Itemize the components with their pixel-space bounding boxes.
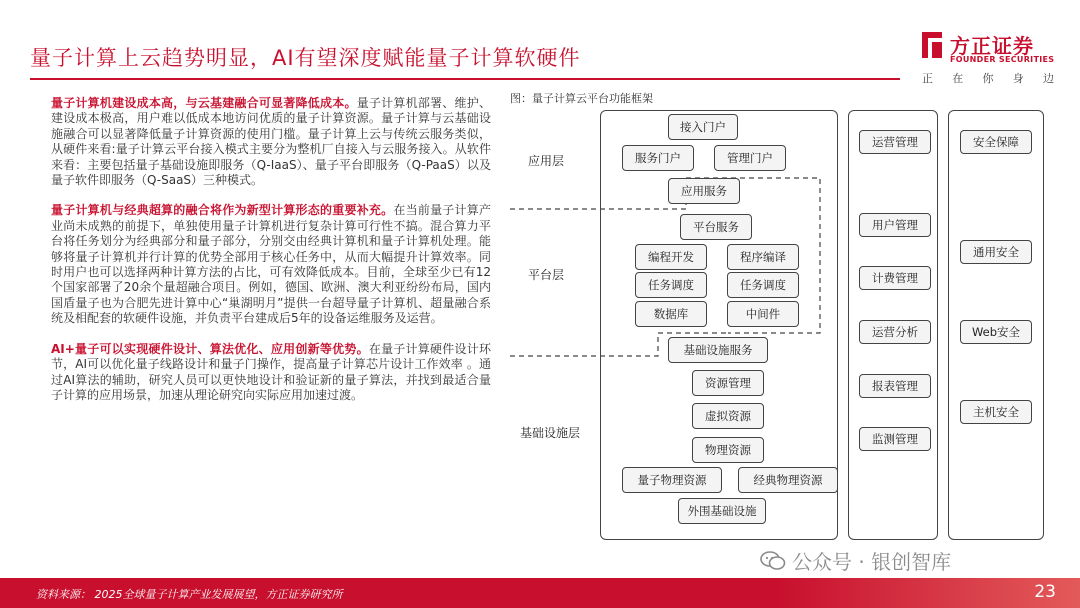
slogan-char: 在 xyxy=(952,72,964,85)
box-platform-service: 平台服务 xyxy=(680,214,752,240)
logo-text-cn: 方正证券 xyxy=(950,34,1034,58)
box-service-portal: 服务门户 xyxy=(622,145,694,171)
paragraph-body: 在量子计算硬件设计环节，AI可以优化量子线路设计和量子门操作，提高量子计算芯片设计工作效率 。通过AI算法的辅助，研究人员可以更快地设计和验证新的量子算法，并找到最适合量子计算的应用场景，加速从理论研究向实际应用加速过渡。 xyxy=(51,341,491,402)
box-resource-mgmt: 资源管理 xyxy=(692,370,764,396)
page-title: 量子计算上云趋势明显，AI有望深度赋能量子计算软硬件 xyxy=(30,46,581,70)
box-quantum-physical: 量子物理资源 xyxy=(622,467,722,493)
figure-caption: 图：量子计算云平台功能框架 xyxy=(510,92,653,105)
box-access-portal: 接入门户 xyxy=(668,114,738,140)
slogan-char: 边 xyxy=(1043,72,1054,85)
box-task-schedule: 任务调度 xyxy=(727,272,799,298)
box-virtual-resource: 虚拟资源 xyxy=(692,403,764,429)
paragraph-body: 在当前量子计算产业尚未成熟的前提下，单独使用量子计算机进行复杂计算可行性不搞。混合算力平台将任务划分为经典部分和量子部分，分别交由经典计算机和量子计算机处理。能够将量子计算机并行计算的优势全部用于核心任务中，从而大幅提升计算效率。同时用户也可以选择两种计算方法的占比，可有效降低成本。目前，全球至少已有12个国家部署了20余个量超融合项目。例如，德国、欧洲、澳大利亚纷纷布局，国内国盾量子也为合肥先进计算中心“巢湖明月”提供一台超导量子计算机、超量融合系统及相配套的软硬件设施，并负责平台建成后5年的设备运维服务及运营。 xyxy=(51,203,491,326)
box-database: 数据库 xyxy=(635,301,707,327)
box-report-management: 报表管理 xyxy=(859,374,931,398)
body-text xyxy=(51,96,491,418)
cloud-platform-diagram xyxy=(508,108,1048,544)
paragraph xyxy=(51,203,491,326)
title-divider xyxy=(30,78,900,80)
founder-logo-icon xyxy=(918,30,946,60)
layer-label-platform: 平台层 xyxy=(528,268,565,282)
box-peripheral: 外围基础设施 xyxy=(678,498,766,524)
box-classic-physical: 经典物理资源 xyxy=(738,467,838,493)
paragraph-body: 量子计算机部署、维护、建设成本极高，用户难以低成本地访问优质的量子计算资源。量子计算与云基础设施融合可以显著降低量子计算资源的使用门槛。量子计算上云与传统云服务类似，从硬件来看:量子计算云平台接入模式主要分为整机厂自接入与云服务接入。从软件来看：主要包括量子基础设施即服务（Q-IaaS）、量子平台即服务（Q-PaaS）以及量子软件即服务（Q-SaaS）三种模式。 xyxy=(51,96,491,188)
slogan-char: 正 xyxy=(922,72,933,85)
watermark-text: 公众号 · 银创智库 xyxy=(792,550,952,574)
box-infra-service: 基础设施服务 xyxy=(668,337,768,363)
slogan-char: 你 xyxy=(982,72,994,85)
box-monitor-management: 监测管理 xyxy=(859,427,931,451)
box-app-service: 应用服务 xyxy=(668,178,740,204)
box-mgmt-portal: 管理门户 xyxy=(714,145,786,171)
wechat-icon xyxy=(760,550,786,572)
paragraph-lead: 量子计算机建设成本高，与云基建融合可显著降低成本。 xyxy=(51,96,357,110)
slogan-char: 身 xyxy=(1012,72,1024,85)
box-billing-management: 计费管理 xyxy=(859,266,931,290)
source-note: 资料来源： 2025全球量子计算产业发展展望，方正证券研究所 xyxy=(36,588,343,601)
paragraph-lead: 量子计算机与经典超算的融合将作为新型计算形态的重要补充。 xyxy=(51,203,394,218)
layer-label-app: 应用层 xyxy=(528,154,565,168)
box-task-schedule: 任务调度 xyxy=(635,272,707,298)
watermark xyxy=(760,546,951,575)
box-host-security: 主机安全 xyxy=(960,400,1032,424)
brand-logo xyxy=(918,28,1058,68)
box-ops-analysis: 运营分析 xyxy=(859,320,931,344)
box-compile: 程序编译 xyxy=(727,244,799,270)
box-security-guarantee: 安全保障 xyxy=(960,130,1032,154)
box-physical-resource: 物理资源 xyxy=(692,437,764,463)
logo-text-en: FOUNDER SECURITIES xyxy=(950,55,1055,64)
paragraph xyxy=(51,96,491,188)
box-web-security: Web安全 xyxy=(960,320,1032,344)
box-programming: 编程开发 xyxy=(635,244,707,270)
slogan xyxy=(918,70,1058,86)
paragraph xyxy=(51,342,491,404)
layer-label-infra: 基础设施层 xyxy=(520,426,581,440)
box-middleware: 中间件 xyxy=(727,301,799,327)
box-user-management: 用户管理 xyxy=(859,213,931,237)
box-general-security: 通用安全 xyxy=(960,240,1032,264)
page-number: 23 xyxy=(1034,582,1056,602)
paragraph-lead: AI+量子可以实现硬件设计、算法优化、应用创新等优势。 xyxy=(51,341,369,356)
box-ops-management: 运营管理 xyxy=(859,130,931,154)
